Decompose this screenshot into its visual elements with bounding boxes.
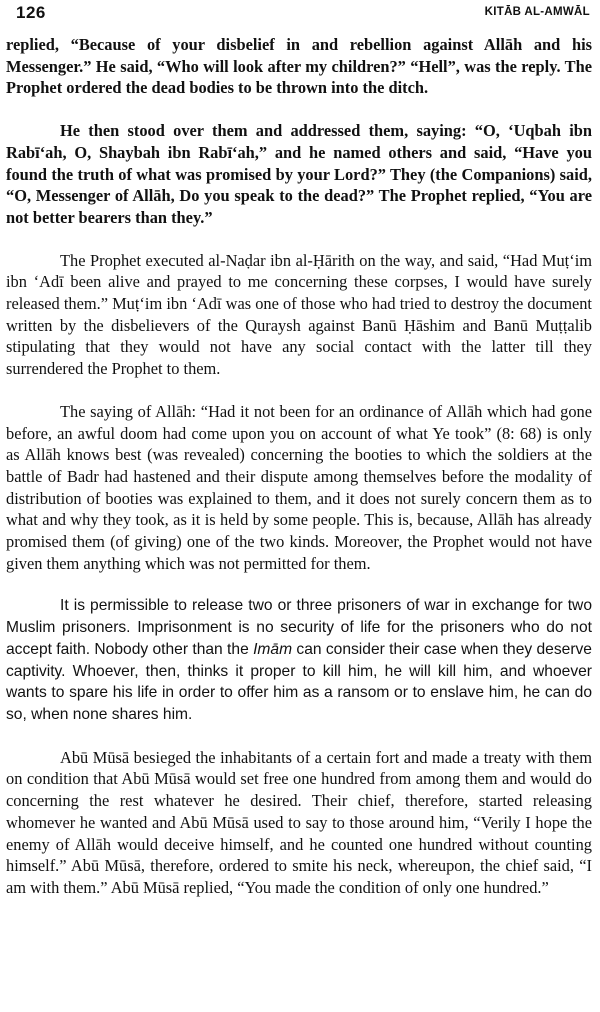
page-number: 126 [16,3,46,22]
paragraph-5-text-before: It is permissible to release two or three prisoners of war in exchange for two Muslim prisoners. Imprisonment is no security of life for the prisoners who do not accept faith. Nobody other than the [6,597,592,658]
page-body [6,34,592,899]
paragraph-5-italic-term: Imām [253,640,293,658]
page-header [6,0,592,34]
paragraph-1: replied, “Because of your disbelief in and rebellion against Allāh and his Messenger.” He said, “Who will look after my children?” “Hell”, was the reply. The Prophet ordered the dead bodies to be thrown into the ditch. [6,35,592,98]
paragraph-4: The saying of Allāh: “Had it not been for an ordinance of Allāh which had gone before, an awful doom had come upon you on account of what Ye took” (8: 68) is only as Allāh knows best (was revealed) concerning the booties to which the soldiers at the battle of Badr had hastened and their dispute among themselves before the modality of distribution of booties was explained to them, and it does not surely concern them as to what and why they took, as it is held by some people. This is, because, Allāh has already promised them (of giving) one of the two kinds. Moreover, the Prophet would not have given them anything which was not permitted for them. [6,401,592,573]
paragraph-2: He then stood over them and addressed them, saying: “O, ‘Uqbah ibn Rabī‘ah, O, Shaybah ibn Rabī‘ah,” and he named others and said, “Have you found the truth of what was promised by your Lord?” They (the Companions) said, “O, Messenger of Allāh, Do you speak to the dead?” The Prophet replied, “You are not better bearers than they.” [6,121,592,227]
paragraph-5-text-after: can consider their case when they deserve captivity. Whoever, then, thinks it proper to kill him, he will kill him, and whoever wants to spare his life in order to offer him as a ransom or to enslave him, he can do so, when none shares him. [6,640,592,723]
paragraph-3: The Prophet executed al-Naḍar ibn al-Ḥārith on the way, and said, “Had Muṭ‘im ibn ‘Adī been alive and prayed to me concerning these corpses, I would have surely released them.” Muṭ‘im ibn ‘Adī was one of those who had tried to destroy the document written by the disbelievers of the Quraysh against Banū Ḥāshim and Banū Muṭṭalib stipulating that they would not have any social contact with the latter till they surrendered the Prophet to them. [6,250,592,379]
paragraph-6: Abū Mūsā besieged the inhabitants of a certain fort and made a treaty with them on condition that Abū Mūsā would set free one hundred from among them and would do concerning the rest whatever he desired. Their chief, therefore, started releasing whomever he wanted and Abū Mūsā used to say to those around him, “Verily I hope the enemy of Allāh would deceive himself, and he counted one hundred without counting himself.” Abū Mūsā, therefore, ordered to smite his neck, whereupon, the chief said, “I am with them.” Abū Mūsā replied, “You made the condition of only one hundred.” [6,747,592,897]
paragraph-5 [6,595,592,725]
running-head: KITĀB AL-AMWĀL [484,6,590,18]
